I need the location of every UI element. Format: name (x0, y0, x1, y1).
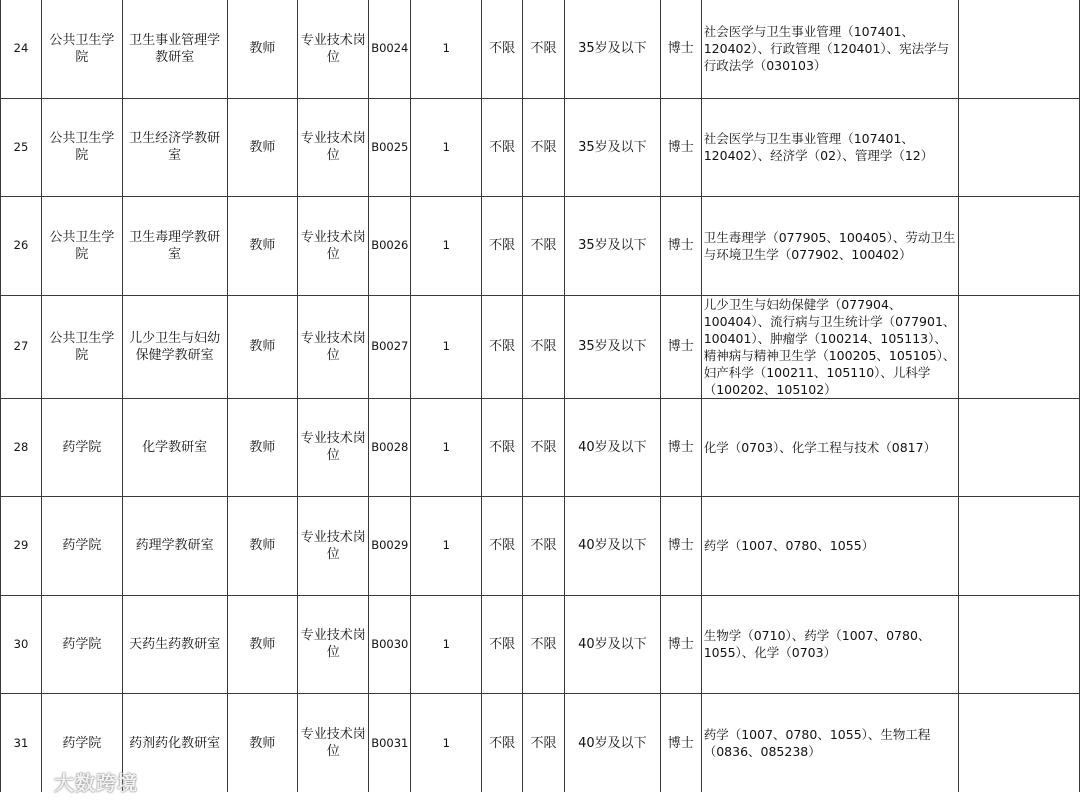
college-cell: 公共卫生学院 (41, 197, 122, 296)
degree-cell: 博士 (660, 295, 701, 398)
post-code-cell: B0024 (369, 0, 411, 98)
restriction-cell-2: 不限 (523, 595, 565, 694)
table-row (1, 398, 1080, 497)
age-requirement-cell: 40岁及以下 (565, 497, 661, 596)
degree-cell: 博士 (660, 398, 701, 497)
post-type-cell: 专业技术岗位 (298, 0, 369, 98)
restriction-cell-1: 不限 (482, 295, 523, 398)
restriction-cell-1: 不限 (482, 0, 523, 98)
post-type-cell: 专业技术岗位 (298, 197, 369, 296)
age-requirement-cell: 35岁及以下 (565, 98, 661, 197)
age-requirement-cell: 35岁及以下 (565, 0, 661, 98)
table-row (1, 197, 1080, 296)
note-cell (959, 398, 1080, 497)
restriction-cell-1: 不限 (482, 497, 523, 596)
restriction-cell-1: 不限 (482, 197, 523, 296)
note-cell (959, 595, 1080, 694)
department-cell: 卫生事业管理学教研室 (122, 0, 227, 98)
post-type-cell: 专业技术岗位 (298, 694, 369, 793)
post-name-cell: 教师 (227, 497, 298, 596)
table-row (1, 595, 1080, 694)
headcount-cell: 1 (411, 98, 482, 197)
post-code-cell: B0025 (369, 98, 411, 197)
post-code-cell: B0027 (369, 295, 411, 398)
major-requirement-cell: 生物学（0710）、药学（1007、0780、1055）、化学（0703） (701, 595, 959, 694)
degree-cell: 博士 (660, 98, 701, 197)
headcount-cell: 1 (411, 295, 482, 398)
major-requirement-cell: 卫生毒理学（077905、100405）、劳动卫生与环境卫生学（077902、100402） (701, 197, 959, 296)
degree-cell: 博士 (660, 0, 701, 98)
age-requirement-cell: 40岁及以下 (565, 595, 661, 694)
department-cell: 卫生毒理学教研室 (122, 197, 227, 296)
post-name-cell: 教师 (227, 398, 298, 497)
college-cell: 药学院 (41, 595, 122, 694)
row-number: 28 (1, 398, 42, 497)
post-type-cell: 专业技术岗位 (298, 295, 369, 398)
degree-cell: 博士 (660, 694, 701, 793)
post-type-cell: 专业技术岗位 (298, 595, 369, 694)
watermark (6, 767, 138, 796)
restriction-cell-2: 不限 (523, 398, 565, 497)
note-cell (959, 295, 1080, 398)
college-cell: 公共卫生学院 (41, 295, 122, 398)
restriction-cell-1: 不限 (482, 398, 523, 497)
note-cell (959, 197, 1080, 296)
row-number: 29 (1, 497, 42, 596)
headcount-cell: 1 (411, 595, 482, 694)
major-requirement-cell: 化学（0703）、化学工程与技术（0817） (701, 398, 959, 497)
degree-cell: 博士 (660, 595, 701, 694)
post-name-cell: 教师 (227, 595, 298, 694)
department-cell: 天药生药教研室 (122, 595, 227, 694)
college-cell: 药学院 (41, 497, 122, 596)
restriction-cell-1: 不限 (482, 694, 523, 793)
note-cell (959, 497, 1080, 596)
post-code-cell: B0030 (369, 595, 411, 694)
restriction-cell-2: 不限 (523, 98, 565, 197)
department-cell: 化学教研室 (122, 398, 227, 497)
headcount-cell: 1 (411, 694, 482, 793)
restriction-cell-2: 不限 (523, 694, 565, 793)
headcount-cell: 1 (411, 497, 482, 596)
table-row (1, 497, 1080, 596)
row-number: 24 (1, 0, 42, 98)
post-code-cell: B0031 (369, 694, 411, 793)
department-cell: 药剂药化教研室 (122, 694, 227, 793)
department-cell: 儿少卫生与妇幼保健学教研室 (122, 295, 227, 398)
post-type-cell: 专业技术岗位 (298, 398, 369, 497)
cloud-logo-icon (6, 774, 46, 796)
major-requirement-cell: 药学（1007、0780、1055）、生物工程（0836、085238） (701, 694, 959, 793)
degree-cell: 博士 (660, 497, 701, 596)
age-requirement-cell: 40岁及以下 (565, 398, 661, 497)
major-requirement-cell: 社会医学与卫生事业管理（107401、120402）、经济学（02）、管理学（12） (701, 98, 959, 197)
table-row (1, 0, 1080, 98)
college-cell: 公共卫生学院 (41, 98, 122, 197)
post-code-cell: B0026 (369, 197, 411, 296)
major-requirement-cell: 社会医学与卫生事业管理（107401、120402）、行政管理（120401）、宪法学与行政法学（030103） (701, 0, 959, 98)
post-name-cell: 教师 (227, 197, 298, 296)
row-number: 27 (1, 295, 42, 398)
post-name-cell: 教师 (227, 694, 298, 793)
headcount-cell: 1 (411, 197, 482, 296)
restriction-cell-2: 不限 (523, 295, 565, 398)
age-requirement-cell: 35岁及以下 (565, 197, 661, 296)
restriction-cell-1: 不限 (482, 595, 523, 694)
row-number: 30 (1, 595, 42, 694)
age-requirement-cell: 35岁及以下 (565, 295, 661, 398)
department-cell: 药理学教研室 (122, 497, 227, 596)
table-row (1, 694, 1080, 793)
post-type-cell: 专业技术岗位 (298, 98, 369, 197)
note-cell (959, 0, 1080, 98)
major-requirement-cell: 药学（1007、0780、1055） (701, 497, 959, 596)
row-number: 31 (1, 694, 42, 793)
restriction-cell-1: 不限 (482, 98, 523, 197)
post-name-cell: 教师 (227, 98, 298, 197)
major-requirement-cell: 儿少卫生与妇幼保健学（077904、100404）、流行病与卫生统计学（077901、100401）、肿瘤学（100214、105113）、精神病与精神卫生学（100205、105105）、妇产科学（100211、105110）、儿科学（100202、105102） (701, 295, 959, 398)
row-number: 26 (1, 197, 42, 296)
post-code-cell: B0028 (369, 398, 411, 497)
college-cell: 公共卫生学院 (41, 0, 122, 98)
post-name-cell: 教师 (227, 0, 298, 98)
restriction-cell-2: 不限 (523, 0, 565, 98)
post-type-cell: 专业技术岗位 (298, 497, 369, 596)
row-number: 25 (1, 98, 42, 197)
table-row (1, 98, 1080, 197)
degree-cell: 博士 (660, 197, 701, 296)
note-cell (959, 98, 1080, 197)
college-cell: 药学院 (41, 694, 122, 793)
restriction-cell-2: 不限 (523, 497, 565, 596)
department-cell: 卫生经济学教研室 (122, 98, 227, 197)
table-row (1, 295, 1080, 398)
headcount-cell: 1 (411, 0, 482, 98)
age-requirement-cell: 40岁及以下 (565, 694, 661, 793)
post-name-cell: 教师 (227, 295, 298, 398)
college-cell: 药学院 (41, 398, 122, 497)
watermark-text: 大数跨境 (53, 771, 138, 795)
headcount-cell: 1 (411, 398, 482, 497)
restriction-cell-2: 不限 (523, 197, 565, 296)
note-cell (959, 694, 1080, 793)
post-code-cell: B0029 (369, 497, 411, 596)
